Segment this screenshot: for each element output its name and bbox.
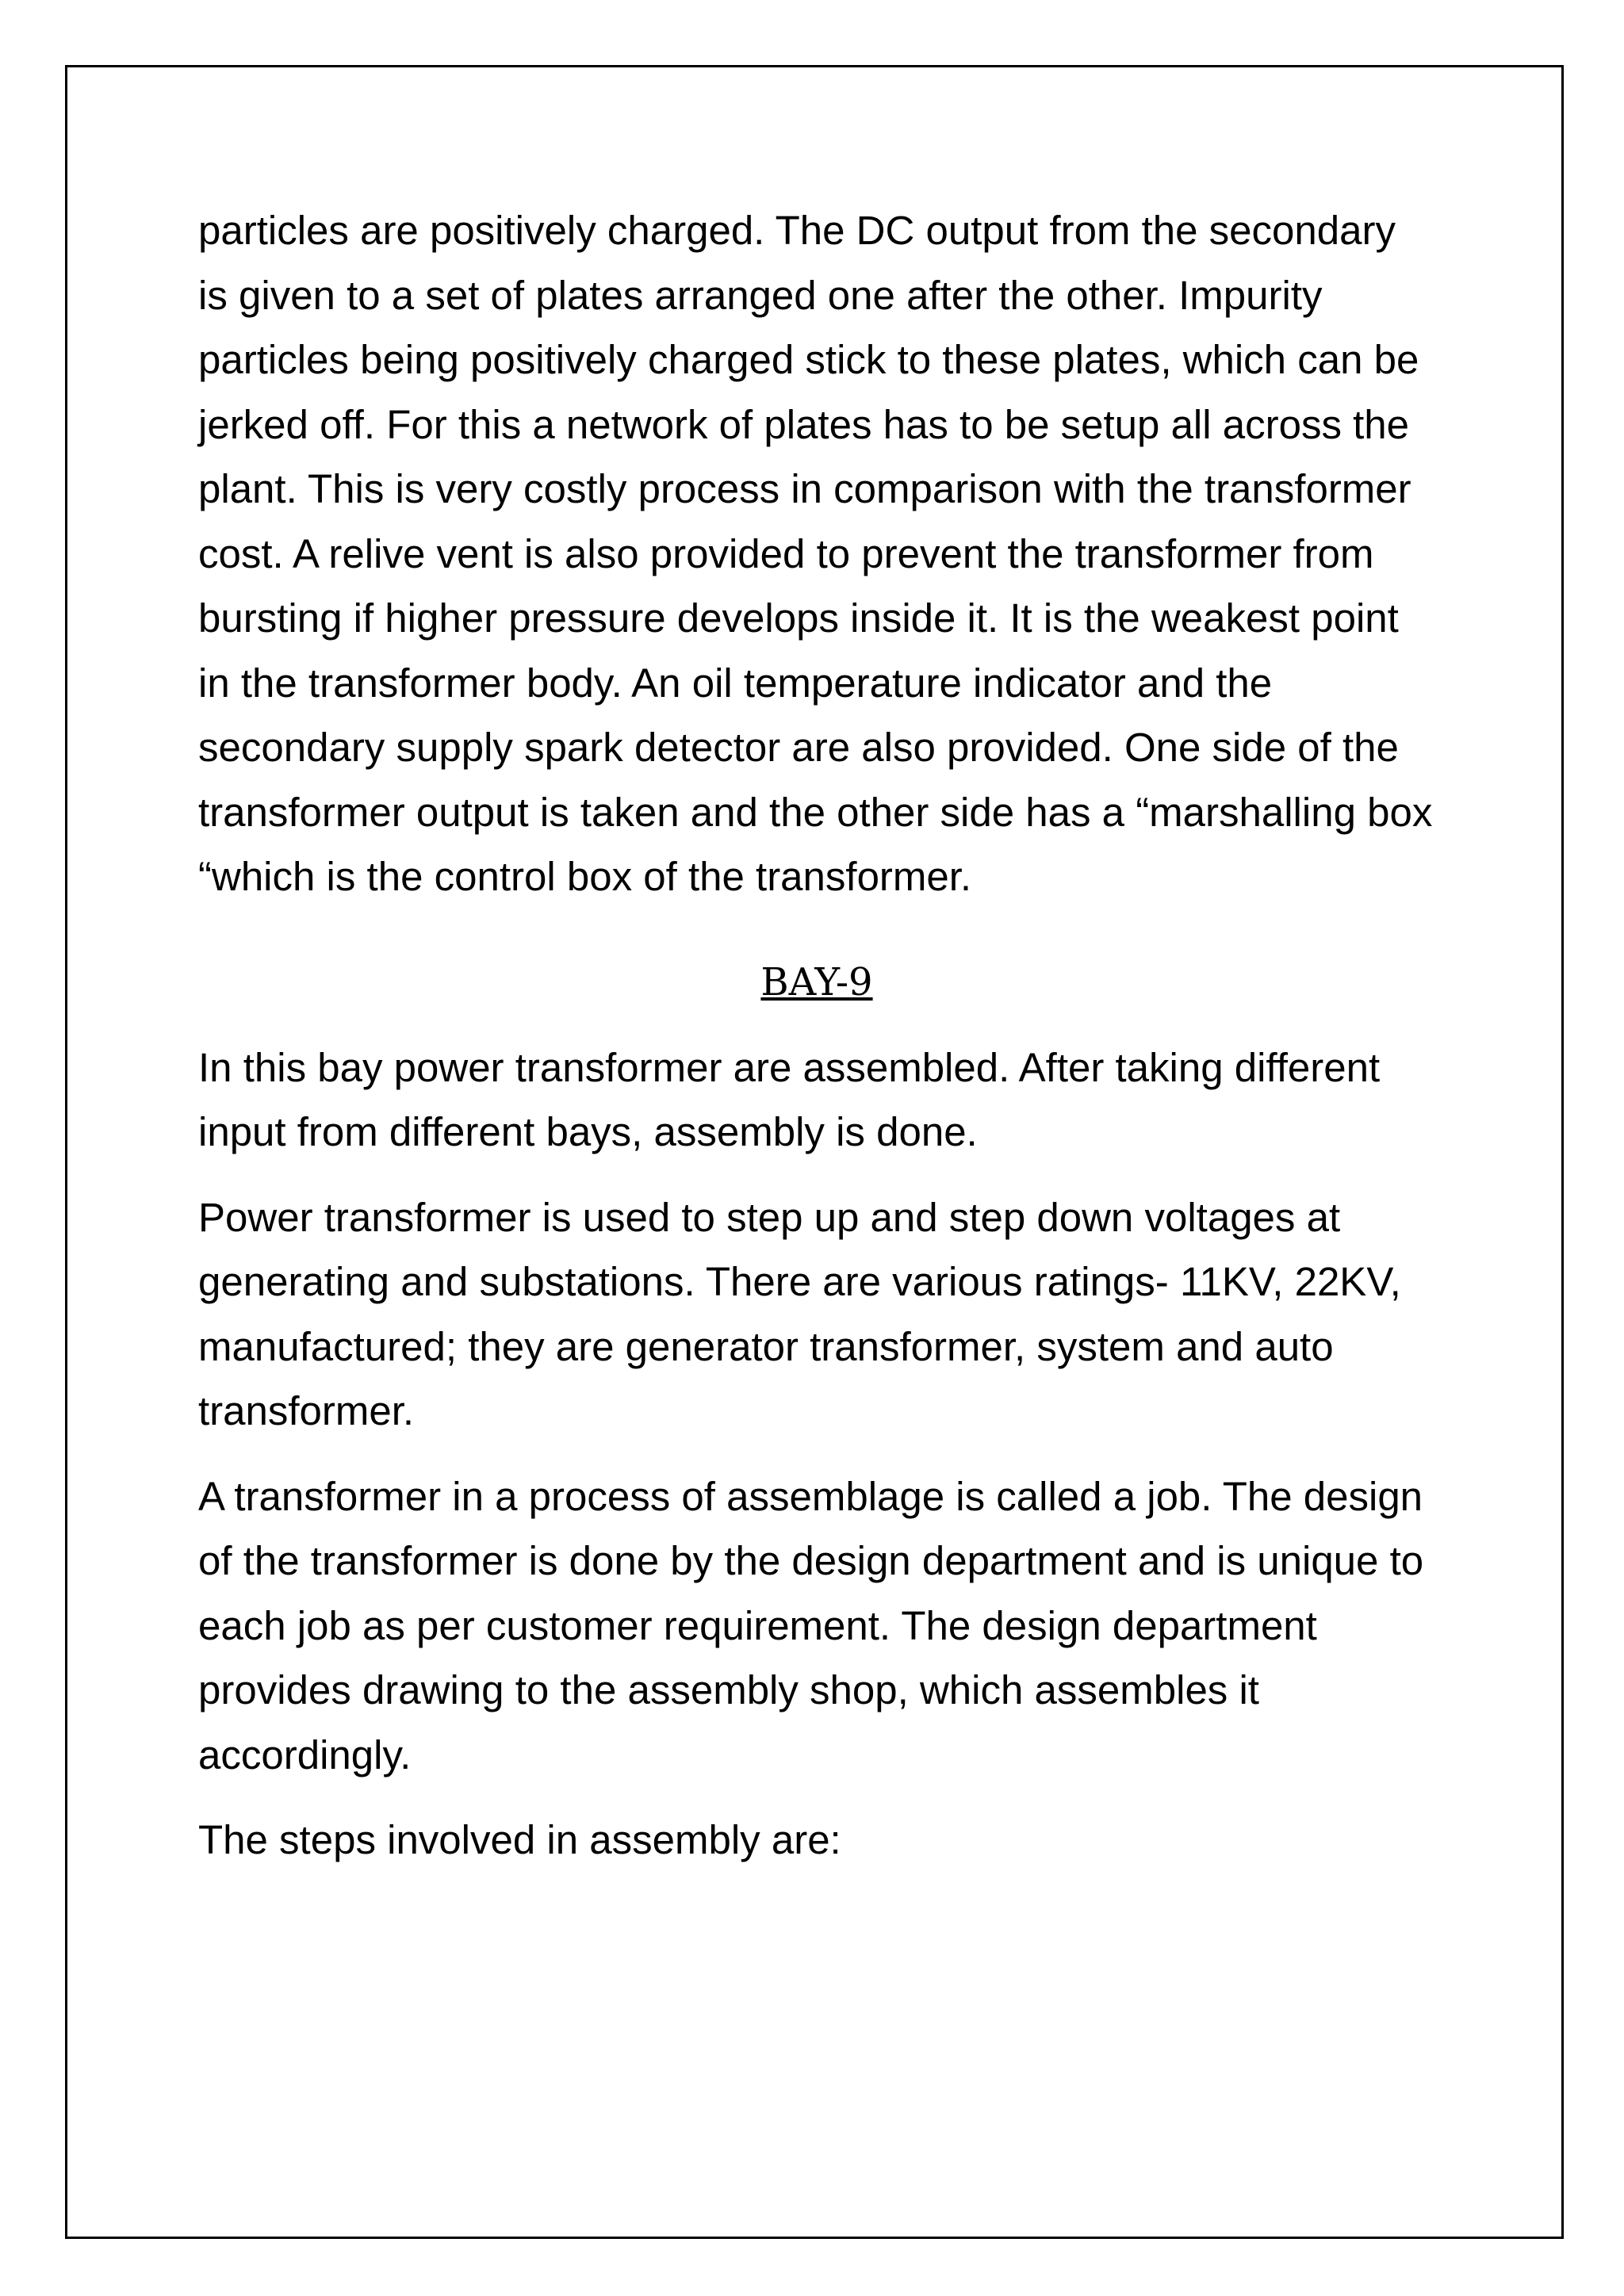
- paragraph-job-design: A transformer in a process of assemblage is called a job. The design of the transformer is done by the design department and is unique to each job as per customer requirement. The design department provides drawing to the assembly shop, which assembles it accordingly.: [198, 1473, 1424, 1777]
- section-heading-bay-9: BAY-9: [760, 959, 873, 1004]
- paragraph-bay-overview: In this bay power transformer are assembled. After taking different input from different bays, assembly is done.: [198, 1044, 1381, 1154]
- document-body: [198, 198, 1435, 1893]
- intro-paragraph: particles are positively charged. The DC output from the secondary is given to a set of plates arranged one after the other. Impurity particles being positively charged stick to these plates, which can be jerked off. For this a network of plates has to be setup all across the plant. This is very costly process in comparison with the transformer cost. A relive vent is also provided to prevent the transformer from bursting if higher pressure develops inside it. It is the weakest point in the transformer body. An oil temperature indicator and the secondary supply spark detector are also provided. One side of the transformer output is taken and the other side has a “marshalling box “which is the control box of the transformer.: [198, 208, 1433, 899]
- paragraph-power-transformer: Power transformer is used to step up and step down voltages at generating and substations. There are various ratings- 11KV, 22KV, manufactured; they are generator transformer, system and auto transformer.: [198, 1194, 1401, 1433]
- paragraph-assembly-steps: The steps involved in assembly are:: [198, 1817, 841, 1862]
